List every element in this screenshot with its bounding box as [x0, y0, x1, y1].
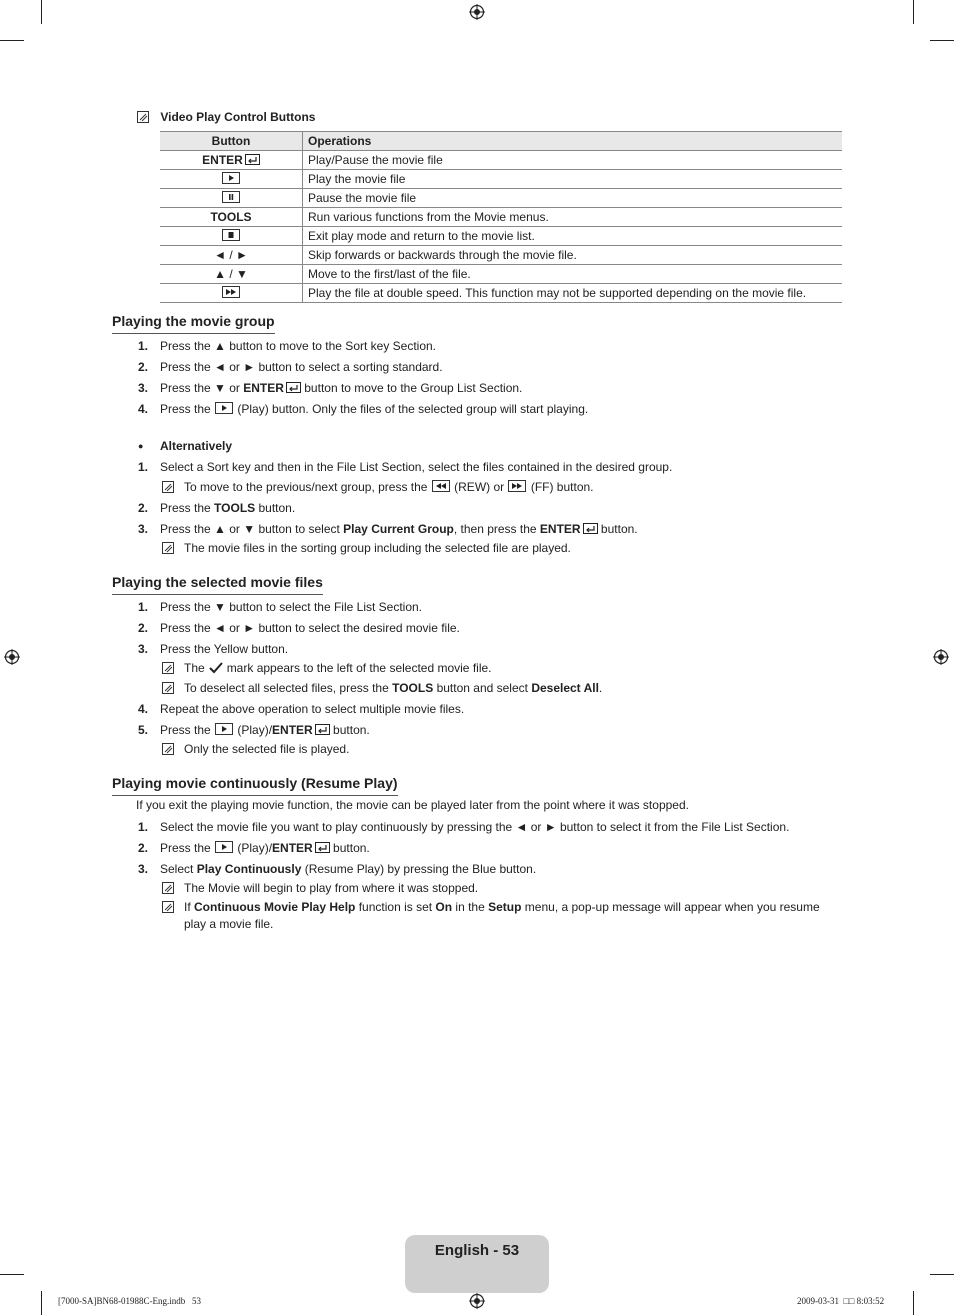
- button-cell: TOOLS: [160, 208, 303, 227]
- crop-mark: [0, 40, 24, 41]
- step-number: 2.: [138, 501, 149, 515]
- step-number: 4.: [138, 402, 149, 416]
- crop-mark: [913, 0, 914, 24]
- section-title-selected-files: Playing the selected movie files: [112, 574, 323, 595]
- button-cell: [160, 151, 303, 170]
- bullet-icon: ●: [138, 441, 144, 451]
- list-item: [112, 702, 842, 720]
- stop-icon: [222, 229, 240, 241]
- step-number: 2.: [138, 841, 149, 855]
- table-title-row: [137, 110, 315, 125]
- operation-cell: Exit play mode and return to the movie list.: [303, 227, 843, 246]
- step-text: Press the ▼ or ENTER button to move to the Group List Section.: [160, 381, 523, 395]
- note-icon: [162, 542, 174, 554]
- note-text: play a movie file.: [184, 917, 274, 931]
- note-item: [112, 541, 842, 559]
- list-item: [112, 402, 842, 420]
- play-icon: [215, 402, 233, 414]
- crop-mark: [913, 1291, 914, 1315]
- table-row: [160, 189, 842, 208]
- page-label: English - 53: [434, 1242, 520, 1259]
- list-item: [112, 501, 842, 519]
- note-icon: [162, 682, 174, 694]
- note-text: To deselect all selected files, press the TOOLS button and select Deselect All.: [184, 681, 603, 695]
- step-text: Press the ▲ button to move to the Sort key Section.: [160, 339, 437, 353]
- table-row: [160, 227, 842, 246]
- operation-cell: Play/Pause the movie file: [303, 151, 843, 170]
- note-item: [112, 480, 842, 498]
- section-title-resume-play: Playing movie continuously (Resume Play): [112, 775, 398, 796]
- rewind-icon: [432, 480, 450, 492]
- step-text: Press the (Play) button. Only the files of the selected group will start playing.: [160, 402, 589, 416]
- alternatively-label: Alternatively: [160, 439, 233, 453]
- enter-icon: [315, 842, 330, 853]
- operation-cell: Move to the first/last of the file.: [303, 265, 843, 284]
- table-row: [160, 246, 842, 265]
- page-number-tab: [405, 1235, 549, 1293]
- enter-icon: [315, 724, 330, 735]
- table-row: [160, 151, 842, 170]
- note-icon: [162, 743, 174, 755]
- step-text: Press the (Play)/ENTER button.: [160, 841, 370, 855]
- note-icon: [137, 111, 149, 123]
- fast-forward-icon: [222, 286, 240, 298]
- step-text: Select the movie file you want to play continuously by pressing the ◄ or ► button to select it from the File List Section.: [160, 820, 790, 834]
- note-text: To move to the previous/next group, press the (REW) or (FF) button.: [184, 480, 594, 494]
- table-row: [160, 208, 842, 227]
- step-text: Press the (Play)/ENTER button.: [160, 723, 370, 737]
- note-item: [112, 742, 842, 760]
- fast-forward-icon: [508, 480, 526, 492]
- step-number: 1.: [138, 339, 149, 353]
- registration-mark-icon: [4, 649, 20, 665]
- pause-icon: [222, 191, 240, 203]
- step-number: 4.: [138, 702, 149, 716]
- operation-cell: Play the file at double speed. This function may not be supported depending on the movie file.: [303, 284, 843, 303]
- operation-cell: Run various functions from the Movie menus.: [303, 208, 843, 227]
- list-item: [112, 522, 842, 540]
- step-number: 3.: [138, 522, 149, 536]
- registration-mark-icon: [933, 649, 949, 665]
- note-icon: [162, 901, 174, 913]
- note-item: [112, 681, 842, 699]
- step-text: Select Play Continuously (Resume Play) by pressing the Blue button.: [160, 862, 537, 876]
- crop-mark: [0, 1274, 24, 1275]
- column-header-operations: Operations: [303, 132, 843, 151]
- imprint-time: □□ 8:03:52: [843, 1296, 885, 1306]
- list-item: [112, 600, 842, 618]
- note-text: Only the selected file is played.: [184, 742, 350, 756]
- registration-mark-icon: [469, 1293, 485, 1309]
- registration-mark-icon: [469, 4, 485, 20]
- step-text: Select a Sort key and then in the File List Section, select the files contained in the desired group.: [160, 460, 673, 474]
- list-item: [112, 360, 842, 378]
- note-item-continuation: [112, 917, 842, 935]
- list-item: [112, 381, 842, 399]
- checkmark-icon: [208, 662, 224, 674]
- operation-cell: Pause the movie file: [303, 189, 843, 208]
- play-icon: [222, 172, 240, 184]
- control-buttons-table: [160, 131, 842, 303]
- step-text: Press the ▼ button to select the File List Section.: [160, 600, 423, 614]
- list-item: [112, 621, 842, 639]
- step-text: Press the Yellow button.: [160, 642, 289, 656]
- button-cell: [160, 170, 303, 189]
- note-icon: [162, 481, 174, 493]
- imprint-date: 2009-03-31: [797, 1296, 839, 1306]
- enter-icon: [583, 523, 598, 534]
- step-text: Repeat the above operation to select multiple movie files.: [160, 702, 465, 716]
- imprint-filename: [7000-SA]BN68-01988C-Eng.indb: [58, 1296, 186, 1306]
- step-number: 1.: [138, 820, 149, 834]
- play-icon: [215, 723, 233, 735]
- step-number: 1.: [138, 600, 149, 614]
- step-text: Press the TOOLS button.: [160, 501, 296, 515]
- table-title: Video Play Control Buttons: [160, 110, 316, 124]
- operation-cell: Play the movie file: [303, 170, 843, 189]
- step-number: 5.: [138, 723, 149, 737]
- step-number: 1.: [138, 460, 149, 474]
- table-row: [160, 170, 842, 189]
- list-item: [112, 820, 842, 838]
- step-number: 3.: [138, 862, 149, 876]
- play-icon: [215, 841, 233, 853]
- list-item: [112, 723, 842, 741]
- crop-mark: [41, 1291, 42, 1315]
- crop-mark: [930, 40, 954, 41]
- step-number: 3.: [138, 381, 149, 395]
- note-text: If Continuous Movie Play Help function is set On in the Setup menu, a pop-up message will appear when you resume: [184, 900, 820, 914]
- note-text: The movie files in the sorting group including the selected file are played.: [184, 541, 571, 555]
- table-row: [160, 265, 842, 284]
- note-item: [112, 661, 842, 679]
- button-label: ENTER: [202, 152, 243, 167]
- table-header-row: [160, 132, 842, 151]
- list-item: [112, 642, 842, 660]
- button-cell: [160, 189, 303, 208]
- list-item: [112, 841, 842, 859]
- button-cell: ◄ / ►: [160, 246, 303, 265]
- list-item: [112, 439, 842, 457]
- section-title-movie-group: Playing the movie group: [112, 313, 275, 334]
- list-item: [112, 862, 842, 880]
- step-text: Press the ▲ or ▼ button to select Play Current Group, then press the ENTER button.: [160, 522, 638, 536]
- table-row: [160, 284, 842, 303]
- note-item: [112, 900, 842, 918]
- note-text: The mark appears to the left of the selected movie file.: [184, 661, 492, 675]
- column-header-button: Button: [160, 132, 303, 151]
- enter-icon: [245, 154, 260, 165]
- button-cell: [160, 227, 303, 246]
- crop-mark: [41, 0, 42, 24]
- button-cell: ▲ / ▼: [160, 265, 303, 284]
- note-icon: [162, 662, 174, 674]
- list-item: [112, 339, 842, 357]
- imprint-left: [58, 1296, 201, 1307]
- step-number: 2.: [138, 621, 149, 635]
- step-number: 2.: [138, 360, 149, 374]
- crop-mark: [930, 1274, 954, 1275]
- step-text: Press the ◄ or ► button to select the desired movie file.: [160, 621, 460, 635]
- step-text: Press the ◄ or ► button to select a sorting standard.: [160, 360, 443, 374]
- list-item: [112, 460, 842, 478]
- operation-cell: Skip forwards or backwards through the movie file.: [303, 246, 843, 265]
- imprint-page: 53: [192, 1296, 201, 1306]
- note-icon: [162, 882, 174, 894]
- intro-paragraph: If you exit the playing movie function, the movie can be played later from the point where it was stopped.: [136, 798, 689, 812]
- note-text: The Movie will begin to play from where it was stopped.: [184, 881, 479, 895]
- step-number: 3.: [138, 642, 149, 656]
- button-cell: [160, 284, 303, 303]
- imprint-right: [797, 1296, 884, 1307]
- note-item: [112, 881, 842, 899]
- enter-icon: [286, 382, 301, 393]
